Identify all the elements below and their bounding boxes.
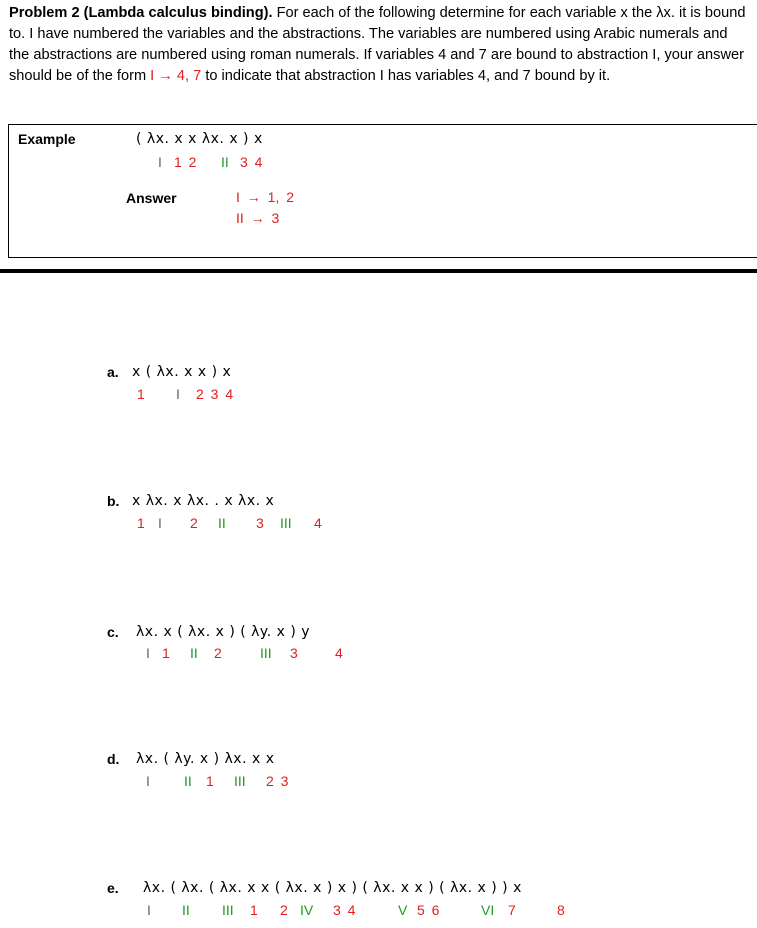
answer-line-2: II → 3 — [236, 210, 280, 226]
example-variables-1-2: 1 2 — [174, 154, 197, 170]
problem-b-abs-ii: II — [218, 515, 226, 531]
problem-e-label: e. — [107, 880, 119, 896]
problem-e-abs-v: V — [398, 902, 408, 918]
problem-e-abs-iv: IV — [300, 902, 314, 918]
problem-e-vars-5-6: 5 6 — [417, 902, 440, 918]
problem-c-abs-ii: II — [190, 645, 198, 661]
problem-d-abs-ii: II — [184, 773, 192, 789]
problem-b-label: b. — [107, 493, 120, 509]
problem-e-var-7: 7 — [508, 902, 516, 918]
example-abstraction-i: I — [158, 154, 162, 170]
example-box — [8, 124, 757, 258]
problem-text: For each of the following determine for each variable x the λx. it is bound to. I have numbered the variables and the abstractions. The variables are numbered using Arabic numerals and the abstractions are numbered using roman numerals. If variables 4 and 7 are bound to abstraction I, your answer should be of the form — [9, 5, 746, 84]
problem-d-abs-i: I — [146, 773, 150, 789]
problem-b-var-2: 2 — [190, 515, 198, 531]
example-variables-3-4: 3 4 — [240, 154, 263, 170]
problem-e-expression: λx. ( λx. ( λx. x x ( λx. x ) x ) ( λx. x x ) ( λx. x ) ) x — [143, 880, 522, 896]
problem-c-var-2: 2 — [214, 645, 222, 661]
problem-b-var-1: 1 — [137, 515, 145, 531]
problem-statement — [9, 3, 749, 87]
problem-c-expression: λx. x ( λx. x ) ( λy. x ) y — [136, 624, 311, 640]
problem-a-expression: x ( λx. x x ) x — [132, 364, 232, 380]
problem-e-var-2: 2 — [280, 902, 288, 918]
problem-b-var-3: 3 — [256, 515, 264, 531]
problem-c-var-3: 3 — [290, 645, 298, 661]
example-expression: ( λx. x x λx. x ) x — [136, 131, 263, 147]
problem-c-abs-iii: III — [260, 645, 272, 661]
example-abstraction-ii: II — [221, 154, 229, 170]
problem-b-abs-iii: III — [280, 515, 292, 531]
problem-d-expression: λx. ( λy. x ) λx. x x — [136, 751, 275, 767]
problem-e-abs-vi: VI — [481, 902, 495, 918]
problem-b-var-4: 4 — [314, 515, 322, 531]
problem-c-var-1: 1 — [162, 645, 170, 661]
problem-e-vars-3-4: 3 4 — [333, 902, 356, 918]
problem-b-expression: x λx. x λx. . x λx. x — [132, 493, 275, 509]
problem-d-vars-2-3: 2 3 — [266, 773, 289, 789]
problem-c-var-4: 4 — [335, 645, 343, 661]
problem-e-abs-iii: III — [222, 902, 234, 918]
problem-e-var-1: 1 — [250, 902, 258, 918]
problem-d-var-1: 1 — [206, 773, 214, 789]
example-label: Example — [18, 131, 76, 147]
problem-e-abs-ii: II — [182, 902, 190, 918]
problem-a-var-1: 1 — [137, 386, 145, 402]
answer-line-1: I → 1, 2 — [236, 189, 295, 205]
problem-c-label: c. — [107, 624, 119, 640]
problem-title: Problem 2 (Lambda calculus binding). — [9, 5, 273, 21]
problem-a-label: a. — [107, 364, 119, 380]
answer-label: Answer — [126, 190, 177, 206]
problem-e-abs-i: I — [147, 902, 151, 918]
problem-c-abs-i: I — [146, 645, 150, 661]
section-divider — [0, 269, 757, 273]
answer-form-example: I → 4, 7 — [150, 68, 202, 84]
problem-text-end: to indicate that abstraction I has variables 4, and 7 bound by it. — [201, 68, 611, 84]
problem-a-abs-i: I — [176, 386, 180, 402]
problem-d-abs-iii: III — [234, 773, 246, 789]
problem-e-var-8: 8 — [557, 902, 565, 918]
problem-a-vars-2-3-4: 2 3 4 — [196, 386, 234, 402]
problem-b-abs-i: I — [158, 515, 162, 531]
problem-d-label: d. — [107, 751, 120, 767]
